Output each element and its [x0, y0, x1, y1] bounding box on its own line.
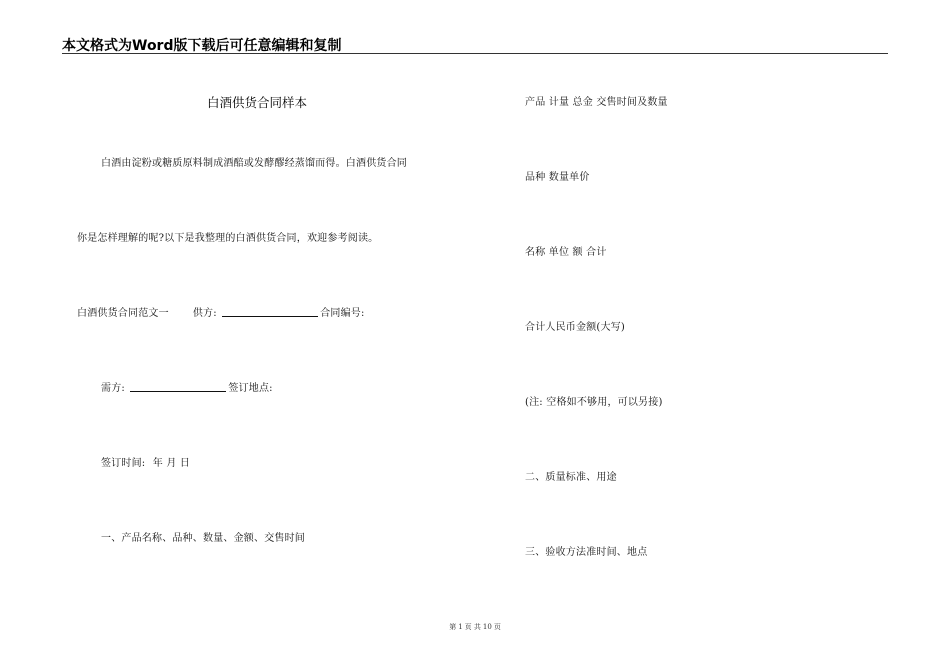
intro-line-2: 你是怎样理解的呢?以下是我整理的白酒供货合同，欢迎参考阅读。: [77, 233, 379, 244]
page-header: [62, 33, 888, 54]
sign-place-label: 签订地点:: [228, 383, 273, 394]
header-banner: 本文格式为Word版下载后可任意编辑和复制: [62, 38, 342, 54]
footer-suffix: 页: [493, 623, 501, 631]
table-header-2: 品种 数量单价: [525, 172, 590, 183]
footer-prefix: 第: [449, 623, 457, 631]
total-amount-label: 合计人民币金额(大写): [525, 322, 626, 333]
sign-time-line: [101, 454, 190, 469]
page-footer: [0, 622, 950, 632]
table-header-1: 产品 计量 总金 交售时间及数量: [525, 97, 668, 108]
note-line: (注: 空格如不够用，可以另接): [525, 397, 663, 408]
contract-no-label: 合同编号:: [320, 308, 365, 319]
supplier-line: [77, 304, 365, 319]
section-1-heading: 一、产品名称、品种、数量、金额、交售时间: [101, 533, 305, 544]
sample-heading: 白酒供货合同范文一: [77, 308, 169, 319]
section-2-heading: 二、质量标准、用途: [525, 472, 617, 483]
supplier-blank: [222, 315, 318, 317]
buyer-blank: [130, 390, 226, 392]
document-title: 白酒供货合同样本: [207, 95, 308, 110]
intro-line-1: 白酒由淀粉或糖质原料制成酒醅或发酵醪经蒸馏而得。白酒供货合同: [101, 158, 407, 169]
current-page-number: 1: [458, 623, 463, 631]
supplier-label: 供方:: [192, 308, 217, 319]
buyer-label: 需方:: [101, 383, 125, 394]
sign-time-units: 年 月 日: [152, 458, 191, 469]
total-pages-number: 10: [482, 623, 492, 631]
buyer-line: [101, 379, 273, 394]
footer-mid: 页 共: [464, 623, 481, 631]
section-3-heading: 三、验收方法准时间、地点: [525, 547, 648, 558]
sign-time-label: 签订时间:: [101, 458, 146, 469]
table-header-3: 名称 单位 额 合计: [525, 247, 607, 258]
